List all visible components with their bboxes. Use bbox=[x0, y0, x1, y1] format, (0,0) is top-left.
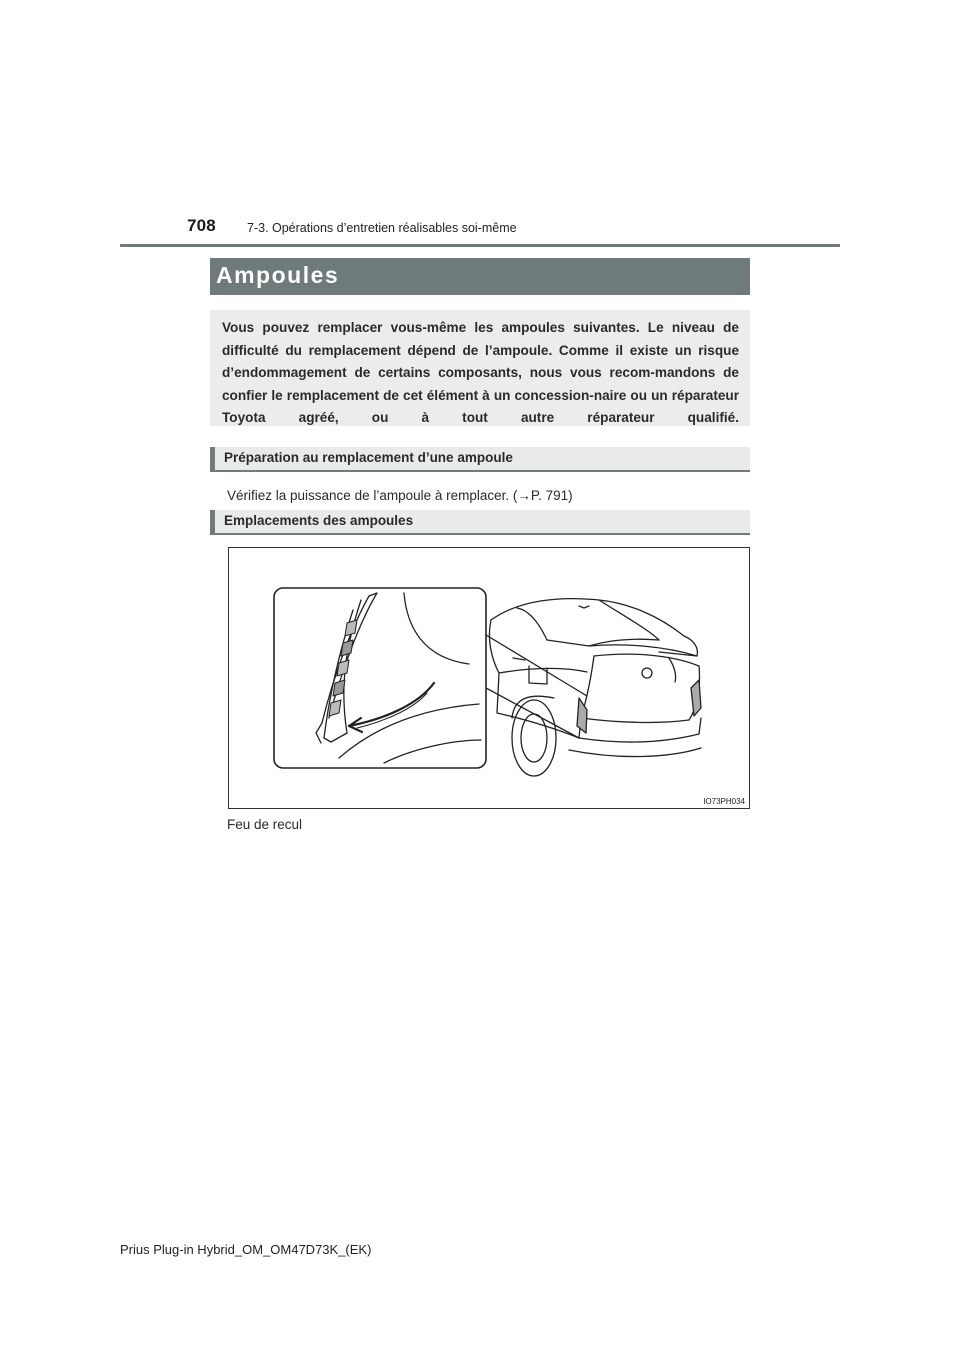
intro-text: Vous pouvez remplacer vous-même les ampoules suivantes. Le niveau de difficulté du remplacement dépend de l’ampoule. Comme il existe un risque d’endommagement de certains composants, nous vous recom-mandons de confier le remplacement de cet élément à un concession-naire ou un réparateur Toyota agréé, ou à tout autre réparateur qualifié. bbox=[222, 320, 739, 425]
pointer-arrow bbox=[349, 683, 434, 726]
figure-code: IO73PH034 bbox=[703, 797, 745, 806]
connector-line-bottom bbox=[486, 688, 579, 738]
car-rear-wheel bbox=[512, 700, 556, 776]
inset-body-curve bbox=[404, 593, 469, 664]
locations-heading bbox=[210, 510, 750, 535]
intro-box bbox=[210, 310, 750, 426]
bulb-location-figure bbox=[228, 547, 750, 809]
car-illustration bbox=[229, 548, 749, 808]
chapter-banner bbox=[210, 258, 750, 295]
preparation-heading-label: Préparation au remplacement d’une ampoule bbox=[224, 450, 513, 465]
car-side-panel bbox=[499, 668, 587, 673]
locations-heading-label: Emplacements des ampoules bbox=[224, 513, 414, 528]
figure-caption: Feu de recul bbox=[227, 817, 303, 832]
car-trunk bbox=[594, 654, 700, 720]
chapter-title: Ampoules bbox=[216, 262, 340, 288]
preparation-text: Vérifiez la puissance de l’ampoule à remplacer. (→P. 791) bbox=[227, 488, 573, 503]
car-emblem bbox=[642, 668, 652, 678]
page-number: 708 bbox=[187, 216, 216, 235]
preparation-heading bbox=[210, 447, 750, 472]
car-roof-outline bbox=[491, 599, 684, 636]
detail-inset-frame bbox=[274, 588, 486, 768]
car-rear-bumper bbox=[579, 718, 701, 742]
section-title: 7-3. Opérations d’entretien réalisables soi-même bbox=[247, 221, 517, 235]
footer-text: Prius Plug-in Hybrid_OM_OM47D73K_(EK) bbox=[120, 1242, 372, 1257]
header-rule bbox=[120, 244, 840, 247]
